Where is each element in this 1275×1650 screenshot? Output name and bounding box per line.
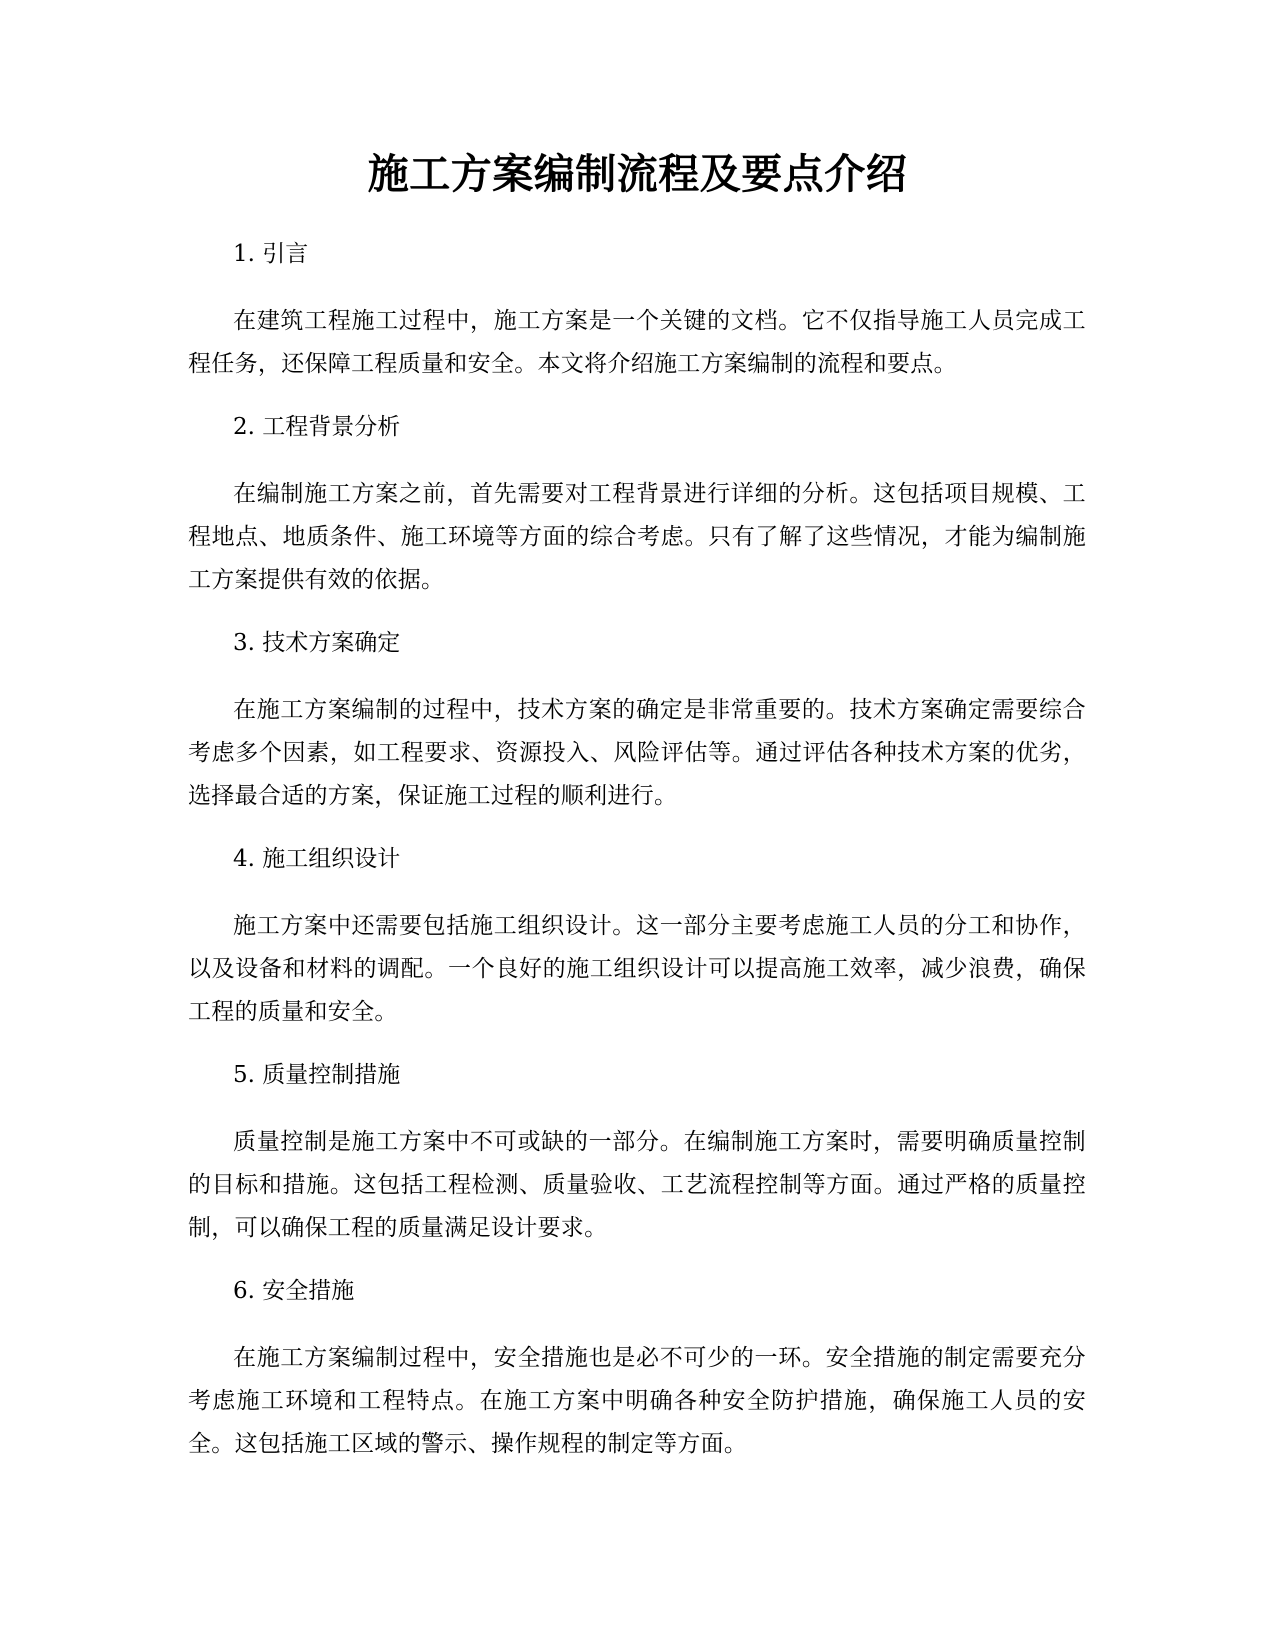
section-paragraph: 施工方案中还需要包括施工组织设计。这一部分主要考虑施工人员的分工和协作，以及设备和材料的调配。一个良好的施工组织设计可以提高施工效率，减少浪费，确保工程的质量和安全。 bbox=[188, 913, 1086, 1025]
section-organization-design bbox=[188, 841, 1086, 1034]
document-body bbox=[188, 236, 1086, 1489]
section-paragraph: 在建筑工程施工过程中，施工方案是一个关键的文档。它不仅指导施工人员完成工程任务，还保障工程质量和安全。本文将介绍施工方案编制的流程和要点。 bbox=[188, 308, 1086, 377]
section-quality-control bbox=[188, 1057, 1086, 1250]
section-heading: 6. 安全措施 bbox=[233, 1278, 355, 1304]
section-paragraph: 在编制施工方案之前，首先需要对工程背景进行详细的分析。这包括项目规模、工程地点、地质条件、施工环境等方面的综合考虑。只有了解了这些情况，才能为编制施工方案提供有效的依据。 bbox=[188, 481, 1086, 593]
section-technical-plan bbox=[188, 625, 1086, 818]
section-heading: 2. 工程背景分析 bbox=[233, 414, 401, 440]
section-heading: 3. 技术方案确定 bbox=[233, 630, 401, 656]
section-paragraph: 在施工方案编制的过程中，技术方案的确定是非常重要的。技术方案确定需要综合考虑多个因素，如工程要求、资源投入、风险评估等。通过评估各种技术方案的优劣，选择最合适的方案，保证施工过程的顺利进行。 bbox=[188, 697, 1086, 809]
section-heading: 1. 引言 bbox=[233, 241, 309, 267]
section-paragraph: 质量控制是施工方案中不可或缺的一部分。在编制施工方案时，需要明确质量控制的目标和措施。这包括工程检测、质量验收、工艺流程控制等方面。通过严格的质量控制，可以确保工程的质量满足设计要求。 bbox=[188, 1129, 1086, 1241]
section-safety-measures bbox=[188, 1273, 1086, 1466]
document-title: 施工方案编制流程及要点介绍 bbox=[367, 150, 908, 198]
section-heading: 4. 施工组织设计 bbox=[233, 846, 401, 872]
section-paragraph: 在施工方案编制过程中，安全措施也是必不可少的一环。安全措施的制定需要充分考虑施工环境和工程特点。在施工方案中明确各种安全防护措施，确保施工人员的安全。这包括施工区域的警示、操作规程的制定等方面。 bbox=[188, 1345, 1086, 1457]
section-background-analysis bbox=[188, 409, 1086, 602]
section-introduction bbox=[188, 236, 1086, 386]
section-heading: 5. 质量控制措施 bbox=[233, 1062, 401, 1088]
